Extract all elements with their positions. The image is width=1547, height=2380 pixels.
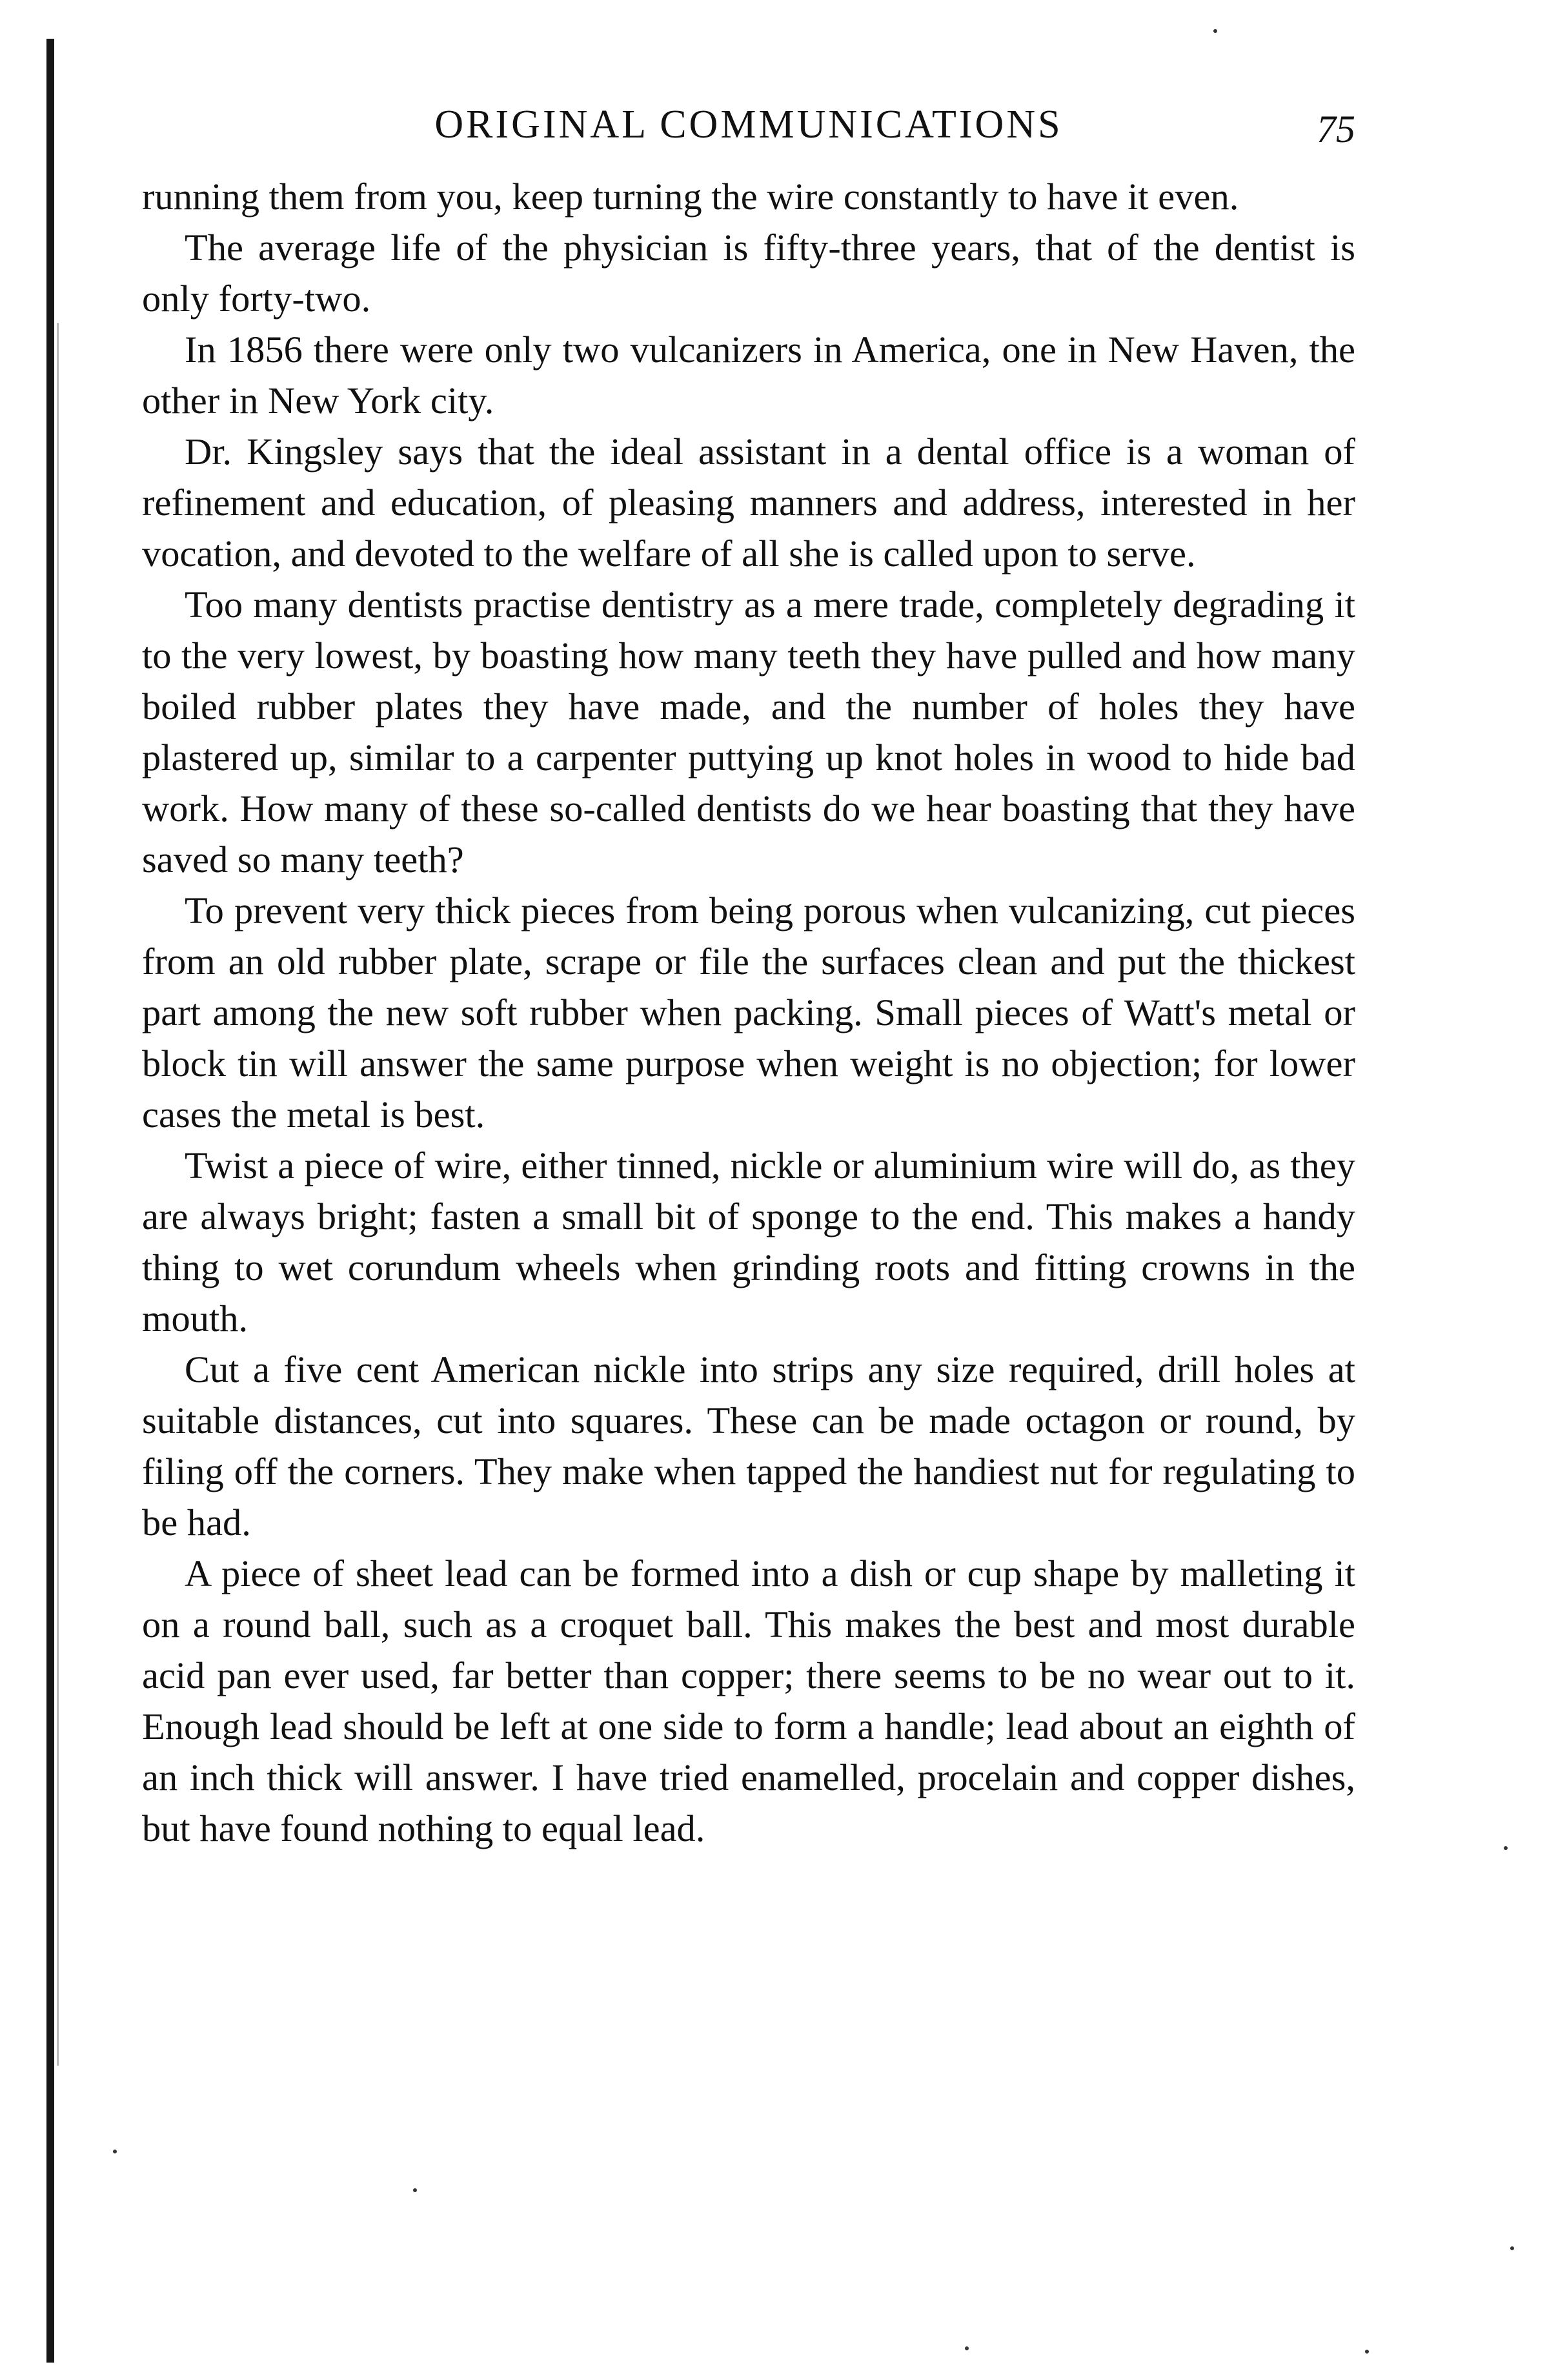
- paragraph-nickle-strips: Cut a five cent American nickle into strips any size required, drill holes at suitable distances, cut into squares. These can be made octagon or round, by filing off the corners. They make when tapped the handiest nut for regulating to be had.: [142, 1348, 1355, 1543]
- page-number: 75: [1317, 108, 1355, 150]
- scan-speck: [1510, 2246, 1514, 2250]
- page-body: [142, 171, 1355, 1854]
- scan-speck: [1504, 1846, 1508, 1850]
- scan-speck: [413, 2188, 417, 2192]
- paragraph-dentistry-trade: Too many dentists practise dentistry as a mere trade, completely degrading it to the very lowest, by boasting how many teeth they have pulled and how many boiled rubber plates they have made, and the number of holes they have plastered up, similar to a carpenter puttying up knot holes in wood to hide bad work. How many of these so-called dentists do we hear boasting that they have saved so many teeth?: [142, 584, 1355, 880]
- scan-speck: [113, 2150, 117, 2153]
- paragraph-porous-pieces: To prevent very thick pieces from being porous when vulcanizing, cut pieces from an old rubber plate, scrape or file the surfaces clean and put the thickest part among the new soft rubber when packing. Small pieces of Watt's metal or block tin will answer the same purpose when weight is no objection; for lower cases the metal is best.: [142, 890, 1355, 1135]
- scan-speck: [965, 2346, 969, 2350]
- paragraph-wire-continuation: running them from you, keep turning the wire constantly to have it even.: [142, 176, 1239, 218]
- scan-speck: [1213, 29, 1217, 33]
- paragraph-vulcanizers-1856: In 1856 there were only two vulcanizers in America, one in New Haven, the other in New York city.: [142, 329, 1355, 422]
- page-binding-edge: [46, 39, 54, 2363]
- running-head: ORIGINAL COMMUNICATIONS: [434, 103, 1063, 147]
- page-binding-shadow: [57, 323, 59, 2066]
- page-header: [142, 90, 1355, 161]
- paragraph-physician-life: The average life of the physician is fifty-three years, that of the dentist is only forty-two.: [142, 227, 1355, 320]
- paragraph-sheet-lead: A piece of sheet lead can be formed into a dish or cup shape by malleting it on a round ball, such as a croquet ball. This makes the best and most durable acid pan ever used, far better than copper; there seems to be no wear out to it. Enough lead should be left at one side to form a handle; lead about an eighth of an inch thick will answer. I have tried enamelled, procelain and copper dishes, but have found nothing to equal lead.: [142, 1552, 1355, 1849]
- scan-speck: [1365, 2350, 1369, 2354]
- paragraph-twist-wire: Twist a piece of wire, either tinned, nickle or aluminium wire will do, as they are always bright; fasten a small bit of sponge to the end. This makes a handy thing to wet corundum wheels when grinding roots and fitting crowns in the mouth.: [142, 1144, 1355, 1339]
- paragraph-ideal-assistant: Dr. Kingsley says that the ideal assistant in a dental office is a woman of refinement and education, of pleasing manners and address, interested in her vocation, and devoted to the welfare of all she is called upon to serve.: [142, 431, 1355, 575]
